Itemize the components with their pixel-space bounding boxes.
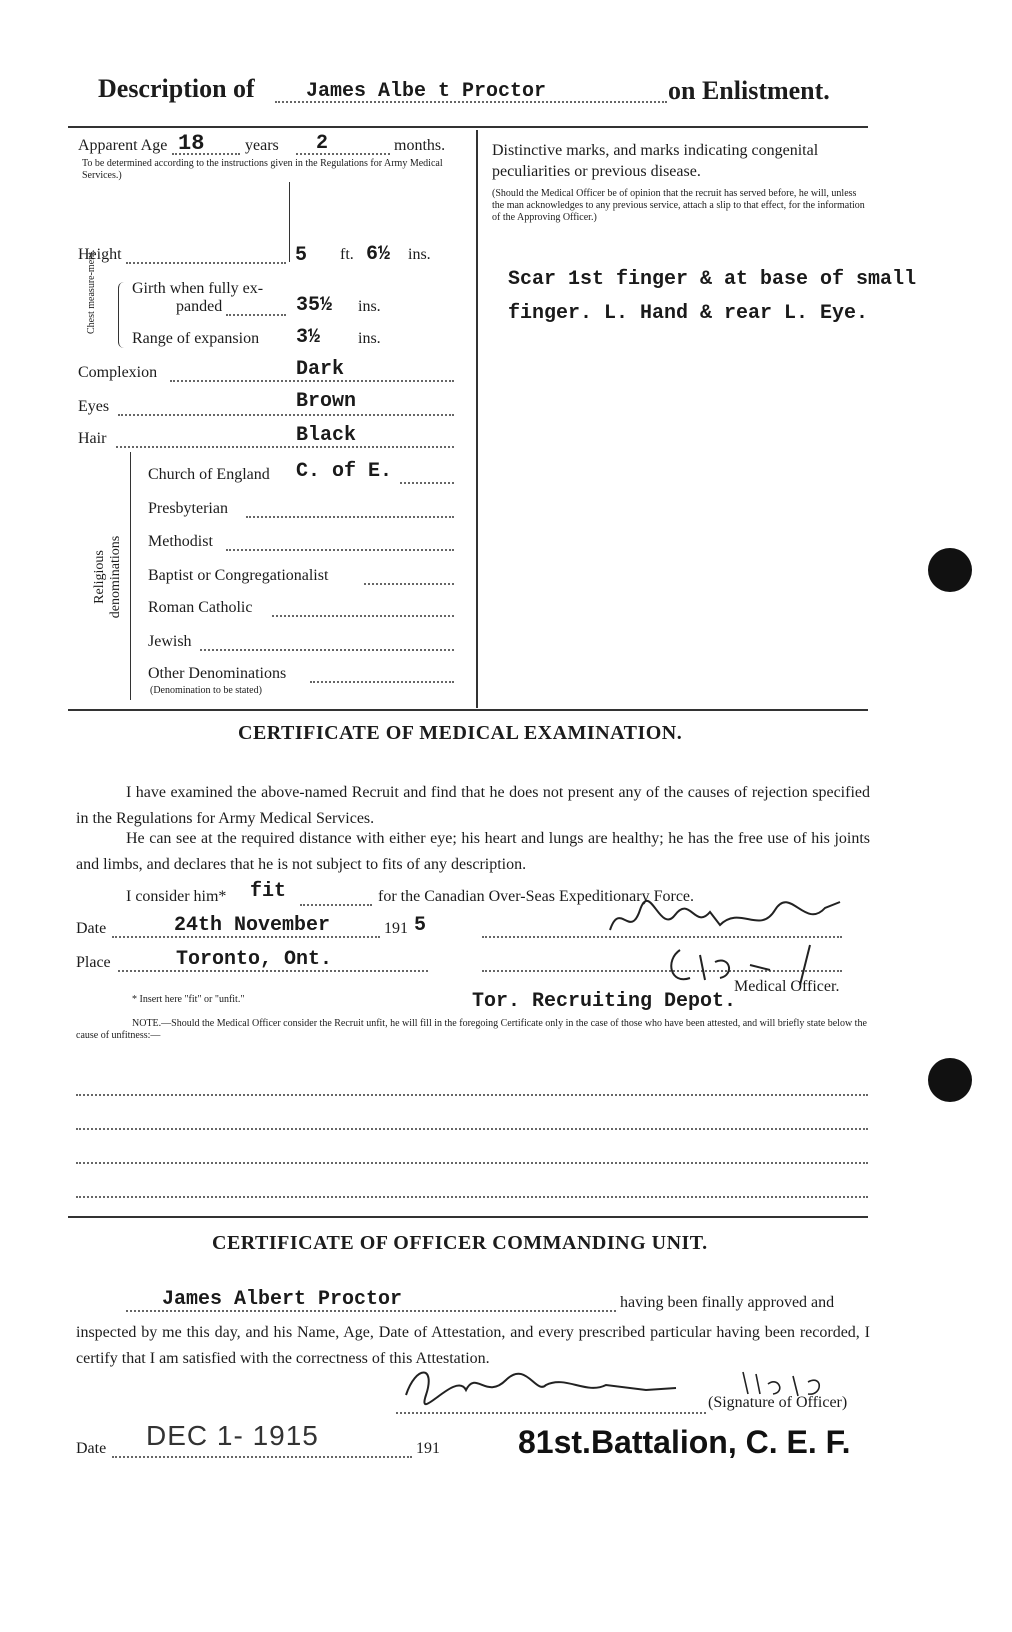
fit-value: fit bbox=[250, 880, 287, 903]
roman-catholic-line bbox=[272, 615, 454, 617]
consider-label: I consider him* bbox=[126, 888, 227, 905]
complexion-label: Complexion bbox=[78, 364, 158, 381]
age-months-value: 2 bbox=[316, 132, 329, 155]
chest-measurement-label bbox=[86, 250, 98, 334]
commanding-certificate-heading: CERTIFICATE OF OFFICER COMMANDING UNIT. bbox=[212, 1232, 708, 1254]
place-value: Toronto, Ont. bbox=[176, 948, 333, 971]
girth-label-1: Girth when fully ex- bbox=[132, 280, 264, 297]
height-ft-value: 5 bbox=[295, 244, 308, 267]
distinctive-marks-note bbox=[492, 188, 870, 224]
place-label: Place bbox=[76, 954, 111, 971]
other-denominations-label: Other Denominations bbox=[148, 665, 287, 682]
ft-label: ft. bbox=[340, 246, 354, 263]
medical-year-prefix: 191 bbox=[384, 920, 408, 937]
title-left: Description of bbox=[98, 74, 255, 103]
jewish-line bbox=[200, 649, 454, 651]
methodist-label: Methodist bbox=[148, 533, 213, 550]
height-line bbox=[126, 262, 286, 264]
recruit-name: James Albe t Proctor bbox=[306, 80, 547, 103]
battalion-stamp: 81st.Battalion, C. E. F. bbox=[518, 1424, 851, 1460]
range-ins-label: ins. bbox=[358, 330, 381, 347]
church-of-england-label: Church of England bbox=[148, 466, 270, 483]
fit-line bbox=[300, 904, 372, 906]
unfitness-line-3 bbox=[76, 1162, 868, 1164]
document-title bbox=[98, 74, 255, 104]
oc-date-label: Date bbox=[76, 1440, 107, 1457]
distinctive-marks-line2: finger. L. Hand & rear L. Eye. bbox=[508, 302, 869, 325]
girth-value: 35½ bbox=[296, 294, 333, 317]
height-label: Height bbox=[78, 246, 122, 263]
column-divider bbox=[476, 130, 478, 708]
unfitness-line-4 bbox=[76, 1196, 868, 1198]
medical-note bbox=[76, 1018, 870, 1042]
girth-ins-label: ins. bbox=[358, 298, 381, 315]
insert-note: * Insert here "fit" or "unfit." bbox=[132, 994, 245, 1005]
oc-date-line bbox=[112, 1456, 412, 1458]
unfitness-line-1 bbox=[76, 1094, 868, 1096]
depot-value: Tor. Recruiting Depot. bbox=[472, 990, 737, 1013]
methodist-line bbox=[226, 549, 454, 551]
oc-signature-line bbox=[396, 1412, 706, 1414]
height-ins-value: 6½ bbox=[366, 243, 391, 266]
church-of-england-value: C. of E. bbox=[296, 460, 393, 483]
girth-label-2: panded bbox=[176, 298, 223, 315]
medical-officer-label: Medical Officer. bbox=[734, 978, 840, 995]
medical-paragraph-2 bbox=[76, 826, 870, 878]
medical-paragraph-1 bbox=[76, 780, 870, 832]
age-instruction-note bbox=[82, 158, 462, 182]
marks-note-text: (Should the Medical Officer be of opinion that the recruit has served before, he will, unless the man acknowledges to any previous service, attach a slip to that effect, for the information of the Approving Officer.) bbox=[492, 188, 865, 223]
medical-note-text: NOTE.—Should the Medical Officer consider the Recruit unfit, he will fill in the foregoing Certificate only in the case of those who have been attested, and will briefly state below the cause of unfitness:— bbox=[76, 1018, 867, 1041]
chest-label-text: Chest measure-ment. bbox=[86, 249, 97, 334]
years-label: years bbox=[245, 137, 279, 154]
medical-para2-text: He can see at the required distance with either eye; his heart and lungs are healthy; he has the free use of his joints and limbs, and declares that he is not subject to fits of any description. bbox=[76, 830, 870, 873]
oc-year-prefix: 191 bbox=[416, 1440, 440, 1457]
oc-name-value: James Albert Proctor bbox=[162, 1288, 403, 1311]
eyes-label: Eyes bbox=[78, 398, 110, 415]
mid-rule bbox=[68, 709, 868, 711]
complexion-value: Dark bbox=[296, 358, 345, 381]
age-note-text: To be determined according to the instructions given in the Regulations for Army Medical Services.) bbox=[82, 158, 443, 181]
title-right: on Enlistment. bbox=[668, 76, 830, 105]
medical-year-digit: 5 bbox=[414, 914, 427, 937]
oc-signature-label: (Signature of Officer) bbox=[708, 1394, 848, 1411]
jewish-label: Jewish bbox=[148, 633, 192, 650]
other-denomination-note: (Denomination to be stated) bbox=[150, 685, 262, 696]
range-label: Range of expansion bbox=[132, 330, 260, 347]
months-label: months. bbox=[394, 137, 446, 154]
religion-bracket-line bbox=[130, 452, 131, 700]
oc-text-after-name: having been finally approved and bbox=[620, 1294, 835, 1311]
baptist-line bbox=[364, 583, 454, 585]
other-line bbox=[310, 681, 454, 683]
eyes-line bbox=[118, 414, 454, 416]
presbyterian-label: Presbyterian bbox=[148, 500, 228, 517]
height-ins-label: ins. bbox=[408, 246, 431, 263]
lower-rule bbox=[68, 1216, 868, 1218]
medical-certificate-heading: CERTIFICATE OF MEDICAL EXAMINATION. bbox=[238, 722, 683, 744]
distinctive-marks-line1: Scar 1st finger & at base of small bbox=[508, 268, 917, 291]
punch-hole-upper bbox=[928, 548, 972, 592]
top-rule bbox=[68, 126, 868, 128]
roman-catholic-label: Roman Catholic bbox=[148, 599, 253, 616]
hair-value: Black bbox=[296, 424, 357, 447]
marks-heading-text: Distinctive marks, and marks indicating congenital peculiarities or previous disease. bbox=[492, 142, 819, 180]
apparent-age-label: Apparent Age bbox=[78, 137, 168, 154]
medical-para1-text: I have examined the above-named Recruit and find that he does not present any of the causes of rejection specified in the Regulations for Army Medical Services. bbox=[76, 784, 870, 827]
oc-paragraph-text: inspected by me this day, and his Name, Age, Date of Attestation, and every prescribed particular having been recorded, I certify that I am satisfied with the correctness of this Attestation. bbox=[76, 1324, 870, 1367]
distinctive-marks-heading bbox=[492, 140, 870, 182]
religion-side-label bbox=[92, 512, 124, 642]
oc-date-stamp: DEC 1- 1915 bbox=[146, 1420, 319, 1451]
presbyterian-line bbox=[246, 516, 454, 518]
girth-line bbox=[226, 314, 286, 316]
age-years-value: 18 bbox=[178, 131, 205, 156]
eyes-value: Brown bbox=[296, 390, 357, 413]
label-divider bbox=[289, 182, 290, 262]
hair-label: Hair bbox=[78, 430, 107, 447]
oc-signature bbox=[396, 1360, 696, 1415]
unfitness-line-2 bbox=[76, 1128, 868, 1130]
baptist-label: Baptist or Congregationalist bbox=[148, 567, 329, 584]
medical-date-label: Date bbox=[76, 920, 107, 937]
oc-signature-scribble bbox=[396, 1360, 696, 1410]
range-value: 3½ bbox=[296, 326, 321, 349]
medical-date-value: 24th November bbox=[174, 914, 331, 937]
age-months-line bbox=[296, 153, 390, 155]
punch-hole-lower bbox=[928, 1058, 972, 1102]
force-label-text: for the Canadian Over-Seas Expeditionary Force. bbox=[378, 888, 695, 905]
chest-bracket bbox=[118, 282, 127, 348]
hair-line bbox=[116, 446, 454, 448]
religion-side-text: Religious denominations bbox=[92, 535, 123, 619]
coe-line bbox=[400, 482, 454, 484]
